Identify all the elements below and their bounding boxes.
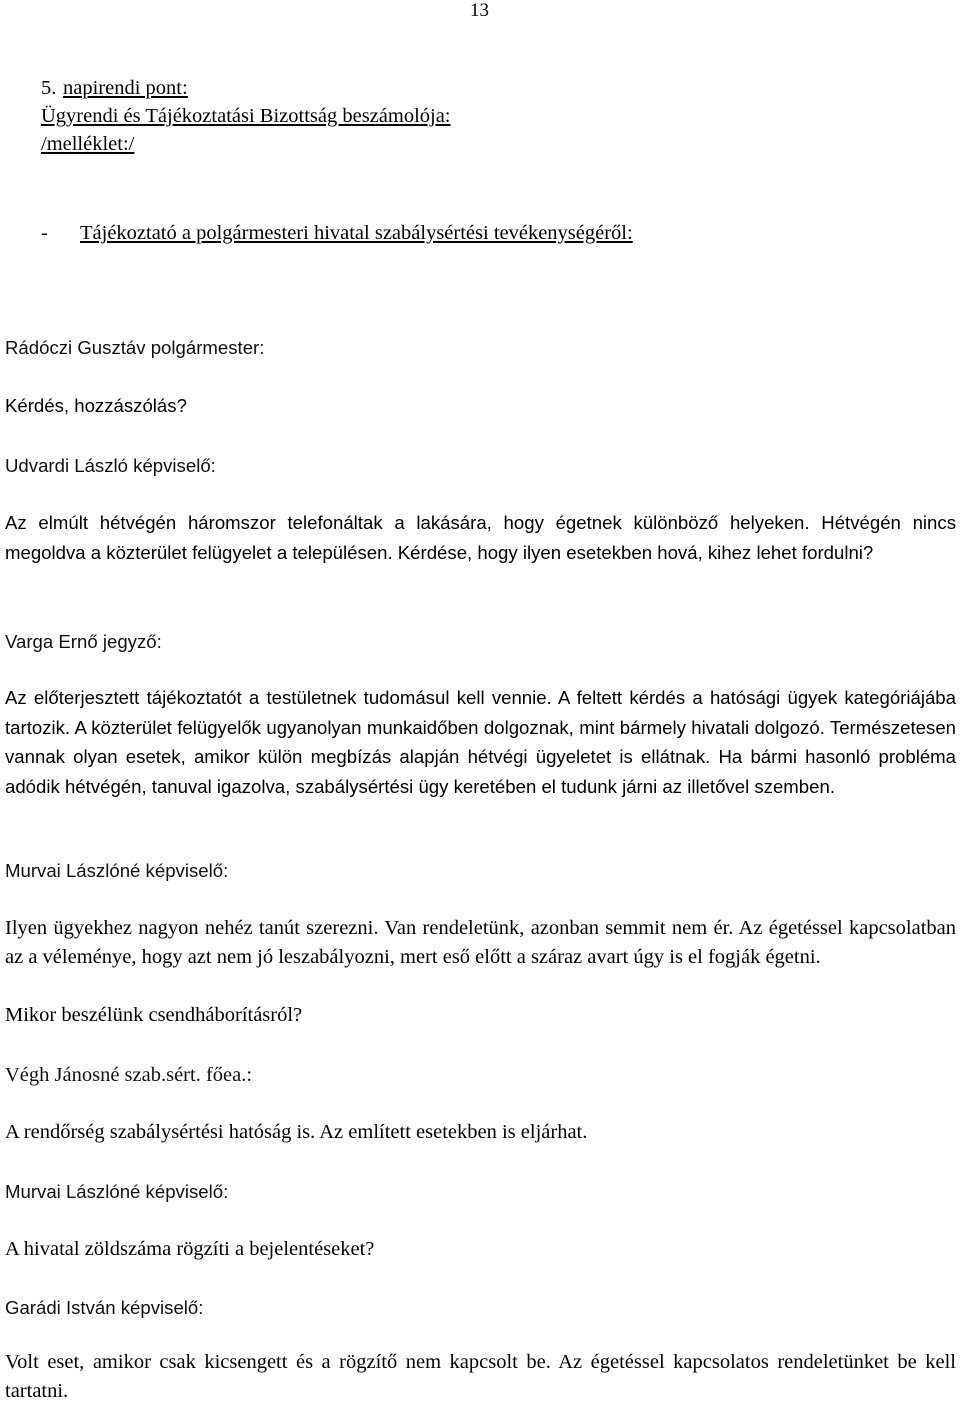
agenda-heading	[41, 74, 451, 158]
speech-text: Az előterjesztett tájékoztatót a testületnek tudomásul kell vennie. A feltett kérdés a hatósági ügyek kategóriájába tartozik. A közterület felügyelők ugyanolyan munkaidőben dolgoznak, mint bármely hivatali dolgozó. Természetesen vannak olyan esetek, amikor külön megbízás alapján hétvégi ügyeletet is ellátnak. Ha bármi hasonló probléma adódik hétvégén, tanuval igazolva, szabálysértési ügy keretében el tudunk járni az illetővel szemben.	[5, 687, 956, 797]
speaker-name: Udvardi László képviselő:	[5, 455, 216, 476]
topic-bullet	[41, 219, 633, 247]
speech-text: Volt eset, amikor csak kicsengett és a rögzítő nem kapcsolt be. Az égetéssel kapcsolatos rendeletünket be kell tartatni.	[5, 1351, 956, 1402]
bullet-dash: -	[41, 222, 48, 244]
speech-text: Az elmúlt hétvégén háromszor telefonáltak a lakására, hogy égetnek különböző helyeken. Hétvégén nincs megoldva a közterület felügyelet a településen. Kérdése, hogy ilyen esetekben hová, kihez lehet fordulni?	[5, 512, 956, 563]
agenda-subtitle: Ügyrendi és Tájékoztatási Bizottság beszámolója:	[41, 105, 451, 127]
speech-text: A rendőrség szabálysértési hatóság is. Az említett esetekben is eljárhat.	[5, 1121, 588, 1143]
agenda-title: napirendi pont:	[63, 77, 188, 99]
speech-text: Ilyen ügyekhez nagyon nehéz tanút szerezni. Van rendeletünk, azonban semmit nem ér. Az égetéssel kapcsolatban az a véleménye, hogy azt nem jó leszabályozni, mert eső előtt a száraz avart úgy is el fogják égetni.	[5, 917, 956, 968]
speaker-name: Végh Jánosné szab.sért. főea.:	[5, 1064, 253, 1086]
agenda-attachment: /melléklet:/	[41, 133, 135, 155]
agenda-number: 5.	[41, 77, 57, 99]
speech-text: Mikor beszélünk csendháborításról?	[5, 1004, 303, 1026]
page-number: 13	[470, 0, 489, 21]
speech-text: Kérdés, hozzászólás?	[5, 395, 187, 416]
speaker-name: Murvai Lászlóné képviselő:	[5, 860, 229, 881]
speech-text: A hivatal zöldszáma rögzíti a bejelentéseket?	[5, 1238, 375, 1260]
speaker-name: Varga Ernő jegyző:	[5, 631, 162, 652]
speaker-name: Murvai Lászlóné képviselő:	[5, 1181, 229, 1202]
agenda-item-line	[41, 74, 451, 102]
speaker-name: Rádóczi Gusztáv polgármester:	[5, 337, 265, 358]
speaker-name: Garádi István képviselő:	[5, 1297, 204, 1318]
topic-title: Tájékoztató a polgármesteri hivatal szabálysértési tevékenységéről:	[80, 222, 633, 244]
